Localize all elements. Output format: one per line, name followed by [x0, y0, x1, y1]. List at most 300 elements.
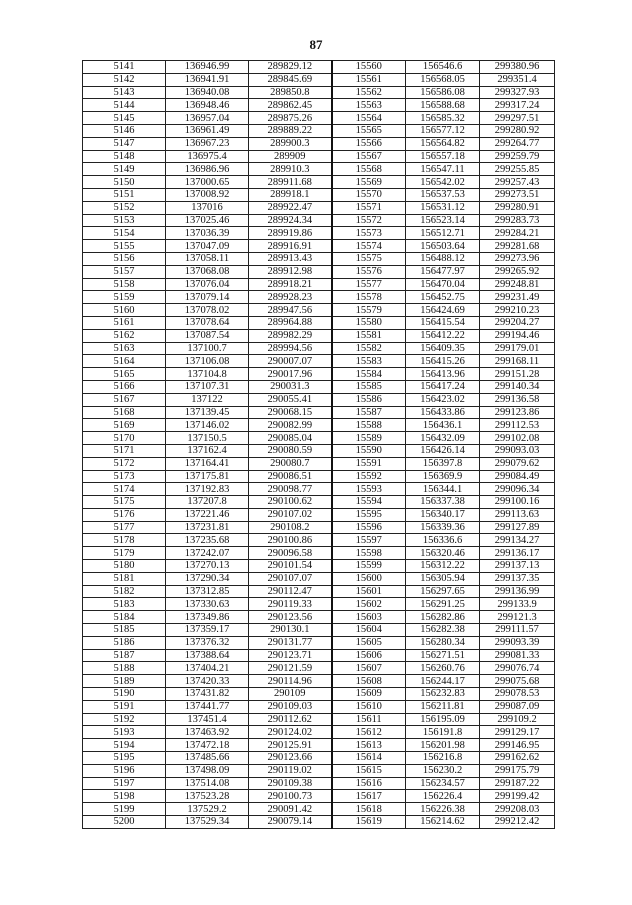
table-cell: 290017.96	[249, 368, 332, 381]
table-cell: 15584	[332, 368, 406, 381]
table-row	[83, 73, 555, 86]
table-cell: 15618	[332, 803, 406, 816]
table-cell: 156436.1	[406, 419, 480, 432]
table-cell: 290100.86	[249, 534, 332, 547]
table-cell: 289913.43	[249, 252, 332, 265]
table-row	[83, 380, 555, 393]
table-cell: 5183	[83, 598, 166, 611]
table-cell: 299076.74	[480, 662, 555, 675]
table-cell: 299087.09	[480, 700, 555, 713]
table-cell: 156201.98	[406, 739, 480, 752]
table-cell: 156503.64	[406, 240, 480, 253]
table-row	[83, 470, 555, 483]
table-row	[83, 265, 555, 278]
table-cell: 15564	[332, 112, 406, 125]
table-cell: 289900.3	[249, 137, 332, 150]
table-row	[83, 752, 555, 765]
table-cell: 290109.38	[249, 777, 332, 790]
table-cell: 156412.22	[406, 329, 480, 342]
table-cell: 15580	[332, 316, 406, 329]
table-row	[83, 547, 555, 560]
table-cell: 137514.08	[166, 777, 249, 790]
table-cell: 156423.02	[406, 393, 480, 406]
table-cell: 156488.12	[406, 252, 480, 265]
table-row	[83, 662, 555, 675]
table-cell: 289845.69	[249, 73, 332, 86]
table-cell: 299137.13	[480, 560, 555, 573]
table-cell: 156531.12	[406, 201, 480, 214]
table-cell: 137047.09	[166, 240, 249, 253]
table-row	[83, 700, 555, 713]
table-cell: 5149	[83, 163, 166, 176]
table-cell: 5142	[83, 73, 166, 86]
table-cell: 289964.88	[249, 316, 332, 329]
table-row	[83, 86, 555, 99]
table-cell: 5161	[83, 316, 166, 329]
table-cell: 137376.32	[166, 636, 249, 649]
table-cell: 156297.65	[406, 585, 480, 598]
table-row	[83, 444, 555, 457]
table-row	[83, 560, 555, 573]
table-cell: 137472.18	[166, 739, 249, 752]
table-cell: 136967.23	[166, 137, 249, 150]
table-cell: 5151	[83, 188, 166, 201]
table-cell: 299199.42	[480, 790, 555, 803]
table-cell: 290121.59	[249, 662, 332, 675]
table-row	[83, 675, 555, 688]
table-cell: 299273.96	[480, 252, 555, 265]
table-cell: 137036.39	[166, 227, 249, 240]
table-cell: 5160	[83, 304, 166, 317]
table-cell: 299112.53	[480, 419, 555, 432]
table-cell: 299078.53	[480, 688, 555, 701]
table-cell: 5175	[83, 496, 166, 509]
table-row	[83, 611, 555, 624]
table-cell: 137330.63	[166, 598, 249, 611]
table-cell: 5162	[83, 329, 166, 342]
table-cell: 5195	[83, 752, 166, 765]
table-row	[83, 61, 555, 74]
table-cell: 5153	[83, 214, 166, 227]
table-cell: 5143	[83, 86, 166, 99]
table-row	[83, 432, 555, 445]
table-cell: 299093.39	[480, 636, 555, 649]
table-cell: 137107.31	[166, 380, 249, 393]
table-cell: 299297.51	[480, 112, 555, 125]
table-cell: 15572	[332, 214, 406, 227]
table-cell: 5171	[83, 444, 166, 457]
table-cell: 5172	[83, 457, 166, 470]
table-cell: 299109.2	[480, 713, 555, 726]
table-cell: 137192.83	[166, 483, 249, 496]
table-cell: 15578	[332, 291, 406, 304]
table-cell: 156546.6	[406, 61, 480, 74]
table-cell: 5147	[83, 137, 166, 150]
table-cell: 299136.58	[480, 393, 555, 406]
table-cell: 5192	[83, 713, 166, 726]
table-cell: 137451.4	[166, 713, 249, 726]
table-cell: 15568	[332, 163, 406, 176]
table-cell: 289912.98	[249, 265, 332, 278]
table-cell: 137008.92	[166, 188, 249, 201]
table-cell: 289919.86	[249, 227, 332, 240]
table-row	[83, 764, 555, 777]
table-cell: 15560	[332, 61, 406, 74]
table-row	[83, 521, 555, 534]
table-cell: 290080.7	[249, 457, 332, 470]
table-cell: 289875.26	[249, 112, 332, 125]
table-row	[83, 214, 555, 227]
table-cell: 137175.81	[166, 470, 249, 483]
table-cell: 5157	[83, 265, 166, 278]
table-cell: 156424.69	[406, 304, 480, 317]
table-cell: 15581	[332, 329, 406, 342]
table-row	[83, 572, 555, 585]
table-cell: 156226.38	[406, 803, 480, 816]
table-cell: 156232.83	[406, 688, 480, 701]
table-cell: 137498.09	[166, 764, 249, 777]
table-cell: 156191.8	[406, 726, 480, 739]
table-row	[83, 688, 555, 701]
table-cell: 137146.02	[166, 419, 249, 432]
table-cell: 290114.96	[249, 675, 332, 688]
table-cell: 5198	[83, 790, 166, 803]
table-cell: 290096.58	[249, 547, 332, 560]
table-cell: 15582	[332, 342, 406, 355]
table-cell: 156244.17	[406, 675, 480, 688]
table-cell: 5164	[83, 355, 166, 368]
table-cell: 156336.6	[406, 534, 480, 547]
table-cell: 299284.21	[480, 227, 555, 240]
table-cell: 156340.17	[406, 508, 480, 521]
table-cell: 15596	[332, 521, 406, 534]
table-cell: 5167	[83, 393, 166, 406]
table-cell: 5174	[83, 483, 166, 496]
table-row	[83, 419, 555, 432]
table-cell: 5159	[83, 291, 166, 304]
table-cell: 15615	[332, 764, 406, 777]
table-cell: 15614	[332, 752, 406, 765]
table-cell: 290109.03	[249, 700, 332, 713]
table-cell: 15591	[332, 457, 406, 470]
table-cell: 156542.02	[406, 176, 480, 189]
table-cell: 5176	[83, 508, 166, 521]
table-cell: 156230.2	[406, 764, 480, 777]
table-cell: 299136.17	[480, 547, 555, 560]
table-row	[83, 355, 555, 368]
table-cell: 137270.13	[166, 560, 249, 573]
table-cell: 136941.91	[166, 73, 249, 86]
table-cell: 15609	[332, 688, 406, 701]
table-cell: 137221.46	[166, 508, 249, 521]
table-cell: 137016	[166, 201, 249, 214]
table-cell: 289918.21	[249, 278, 332, 291]
table-cell: 290068.15	[249, 406, 332, 419]
table-cell: 137420.33	[166, 675, 249, 688]
table-cell: 136986.96	[166, 163, 249, 176]
table-cell: 137485.66	[166, 752, 249, 765]
table-cell: 137463.92	[166, 726, 249, 739]
table-cell: 5177	[83, 521, 166, 534]
table-cell: 15576	[332, 265, 406, 278]
table-cell: 290107.02	[249, 508, 332, 521]
table-cell: 156523.14	[406, 214, 480, 227]
table-cell: 290082.99	[249, 419, 332, 432]
table-row	[83, 291, 555, 304]
table-cell: 156280.34	[406, 636, 480, 649]
table-cell: 15607	[332, 662, 406, 675]
table-cell: 156586.08	[406, 86, 480, 99]
table-row	[83, 137, 555, 150]
table-cell: 5141	[83, 61, 166, 74]
table-cell: 5190	[83, 688, 166, 701]
table-row	[83, 201, 555, 214]
table-cell: 299327.93	[480, 86, 555, 99]
table-cell: 15603	[332, 611, 406, 624]
table-cell: 15608	[332, 675, 406, 688]
table-cell: 289862.45	[249, 99, 332, 112]
table-row	[83, 534, 555, 547]
table-cell: 156337.38	[406, 496, 480, 509]
table-cell: 299129.17	[480, 726, 555, 739]
table-cell: 299136.99	[480, 585, 555, 598]
table-row	[83, 406, 555, 419]
table-cell: 156537.53	[406, 188, 480, 201]
table-cell: 299137.35	[480, 572, 555, 585]
table-cell: 156433.86	[406, 406, 480, 419]
table-row	[83, 342, 555, 355]
table-cell: 5163	[83, 342, 166, 355]
table-cell: 15598	[332, 547, 406, 560]
table-cell: 137529.34	[166, 816, 249, 829]
table-row	[83, 777, 555, 790]
table-cell: 15611	[332, 713, 406, 726]
table-cell: 136946.99	[166, 61, 249, 74]
table-cell: 156585.32	[406, 112, 480, 125]
table-cell: 156214.62	[406, 816, 480, 829]
table-cell: 137139.45	[166, 406, 249, 419]
table-cell: 156260.76	[406, 662, 480, 675]
table-cell: 156417.24	[406, 380, 480, 393]
table-cell: 156588.68	[406, 99, 480, 112]
table-cell: 289909	[249, 150, 332, 163]
table-cell: 5193	[83, 726, 166, 739]
table-cell: 5199	[83, 803, 166, 816]
table-cell: 156216.8	[406, 752, 480, 765]
table-cell: 156312.22	[406, 560, 480, 573]
table-cell: 156344.1	[406, 483, 480, 496]
table-cell: 290098.77	[249, 483, 332, 496]
table-cell: 15599	[332, 560, 406, 573]
table-cell: 15610	[332, 700, 406, 713]
table-cell: 15595	[332, 508, 406, 521]
table-cell: 299265.92	[480, 265, 555, 278]
table-cell: 156415.54	[406, 316, 480, 329]
table-cell: 15613	[332, 739, 406, 752]
table-cell: 5185	[83, 624, 166, 637]
table-cell: 290119.02	[249, 764, 332, 777]
table-cell: 15619	[332, 816, 406, 829]
table-cell: 5187	[83, 649, 166, 662]
table-cell: 156415.26	[406, 355, 480, 368]
table-cell: 289889.22	[249, 124, 332, 137]
table-cell: 137122	[166, 393, 249, 406]
table-cell: 137164.41	[166, 457, 249, 470]
table-cell: 15579	[332, 304, 406, 317]
table-cell: 156226.4	[406, 790, 480, 803]
table-cell: 15586	[332, 393, 406, 406]
table-cell: 290100.73	[249, 790, 332, 803]
table-cell: 15600	[332, 572, 406, 585]
table-cell: 290123.71	[249, 649, 332, 662]
table-cell: 5145	[83, 112, 166, 125]
table-cell: 15585	[332, 380, 406, 393]
table-cell: 289994.56	[249, 342, 332, 355]
table-row	[83, 624, 555, 637]
table-cell: 299162.62	[480, 752, 555, 765]
table-cell: 289922.47	[249, 201, 332, 214]
table-cell: 299264.77	[480, 137, 555, 150]
table-cell: 299146.95	[480, 739, 555, 752]
table-row	[83, 636, 555, 649]
table-cell: 299113.63	[480, 508, 555, 521]
table-cell: 289918.1	[249, 188, 332, 201]
table-cell: 15577	[332, 278, 406, 291]
table-cell: 137000.65	[166, 176, 249, 189]
table-cell: 156305.94	[406, 572, 480, 585]
table-cell: 5179	[83, 547, 166, 560]
table-row	[83, 227, 555, 240]
table-cell: 15573	[332, 227, 406, 240]
table-cell: 299187.22	[480, 777, 555, 790]
table-cell: 137349.86	[166, 611, 249, 624]
table-cell: 299084.49	[480, 470, 555, 483]
table-cell: 136961.49	[166, 124, 249, 137]
table-cell: 137150.5	[166, 432, 249, 445]
table-cell: 290109	[249, 688, 332, 701]
table-cell: 156409.35	[406, 342, 480, 355]
table-cell: 290108.2	[249, 521, 332, 534]
table-cell: 137025.46	[166, 214, 249, 227]
table-cell: 137106.08	[166, 355, 249, 368]
table-cell: 299127.89	[480, 521, 555, 534]
table-row	[83, 304, 555, 317]
table-cell: 137076.04	[166, 278, 249, 291]
table-cell: 5155	[83, 240, 166, 253]
table-cell: 136957.04	[166, 112, 249, 125]
table-cell: 137441.77	[166, 700, 249, 713]
table-cell: 5188	[83, 662, 166, 675]
table-cell: 137104.8	[166, 368, 249, 381]
table-row	[83, 457, 555, 470]
table-cell: 5156	[83, 252, 166, 265]
table-cell: 137235.68	[166, 534, 249, 547]
table-cell: 290055.41	[249, 393, 332, 406]
table-cell: 5194	[83, 739, 166, 752]
table-row	[83, 99, 555, 112]
table-cell: 156568.05	[406, 73, 480, 86]
table-cell: 15601	[332, 585, 406, 598]
table-row	[83, 585, 555, 598]
table-cell: 156320.46	[406, 547, 480, 560]
table-cell: 290101.54	[249, 560, 332, 573]
table-cell: 137207.8	[166, 496, 249, 509]
table-cell: 299102.08	[480, 432, 555, 445]
table-cell: 289982.29	[249, 329, 332, 342]
table-cell: 137079.14	[166, 291, 249, 304]
table-cell: 156282.86	[406, 611, 480, 624]
table-cell: 15606	[332, 649, 406, 662]
table-cell: 299259.79	[480, 150, 555, 163]
table-cell: 15604	[332, 624, 406, 637]
table-cell: 156577.12	[406, 124, 480, 137]
table-cell: 136975.4	[166, 150, 249, 163]
table-cell: 299204.27	[480, 316, 555, 329]
table-cell: 299134.27	[480, 534, 555, 547]
table-cell: 299380.96	[480, 61, 555, 74]
table-cell: 137431.82	[166, 688, 249, 701]
table-cell: 5196	[83, 764, 166, 777]
table-cell: 290131.77	[249, 636, 332, 649]
table-cell: 15567	[332, 150, 406, 163]
table-cell: 15612	[332, 726, 406, 739]
table-cell: 156234.57	[406, 777, 480, 790]
table-cell: 156211.81	[406, 700, 480, 713]
table-cell: 289911.68	[249, 176, 332, 189]
table-row	[83, 726, 555, 739]
table-cell: 137100.7	[166, 342, 249, 355]
table-row	[83, 393, 555, 406]
table-row	[83, 188, 555, 201]
table-cell: 156339.36	[406, 521, 480, 534]
table-cell: 299133.9	[480, 598, 555, 611]
table-cell: 136948.46	[166, 99, 249, 112]
table-cell: 156432.09	[406, 432, 480, 445]
table-row	[83, 176, 555, 189]
table-cell: 156512.71	[406, 227, 480, 240]
table-cell: 15570	[332, 188, 406, 201]
table-cell: 15597	[332, 534, 406, 547]
table-cell: 299079.62	[480, 457, 555, 470]
table-cell: 299351.4	[480, 73, 555, 86]
table-cell: 15565	[332, 124, 406, 137]
table-cell: 137058.11	[166, 252, 249, 265]
table-cell: 156452.75	[406, 291, 480, 304]
table-cell: 15605	[332, 636, 406, 649]
table-cell: 137162.4	[166, 444, 249, 457]
table-row	[83, 496, 555, 509]
table-cell: 299100.16	[480, 496, 555, 509]
table-cell: 156470.04	[406, 278, 480, 291]
table-cell: 299111.57	[480, 624, 555, 637]
table-row	[83, 713, 555, 726]
table-cell: 5197	[83, 777, 166, 790]
table-row	[83, 112, 555, 125]
table-cell: 5148	[83, 150, 166, 163]
table-row	[83, 790, 555, 803]
table-cell: 15616	[332, 777, 406, 790]
table-cell: 5181	[83, 572, 166, 585]
table-cell: 137242.07	[166, 547, 249, 560]
table-cell: 15575	[332, 252, 406, 265]
table-cell: 15602	[332, 598, 406, 611]
table-cell: 137078.02	[166, 304, 249, 317]
table-cell: 5150	[83, 176, 166, 189]
table-cell: 137290.34	[166, 572, 249, 585]
table-cell: 15574	[332, 240, 406, 253]
table-row	[83, 368, 555, 381]
table-cell: 289947.56	[249, 304, 332, 317]
